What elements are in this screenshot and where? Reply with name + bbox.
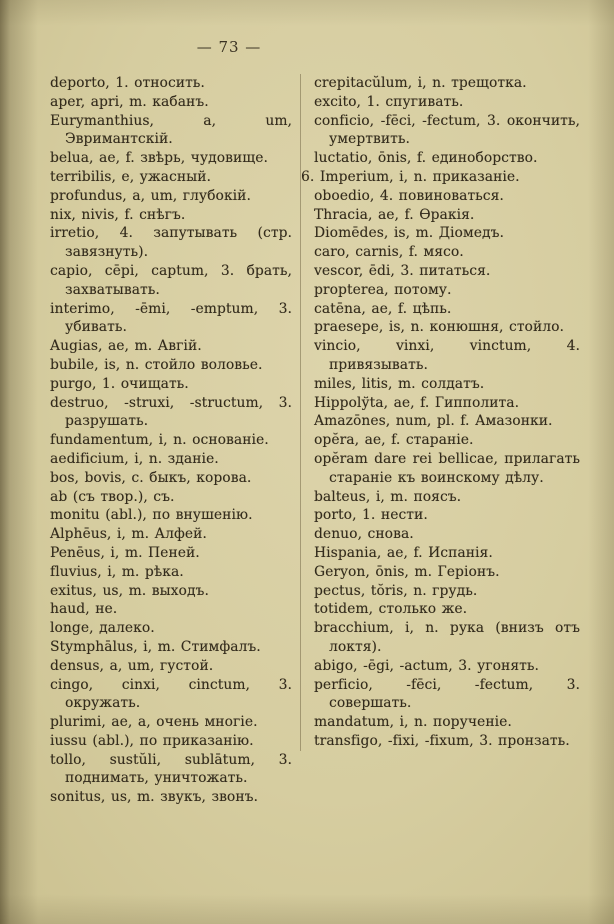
dictionary-entry: tollo, sustŭli, sublātum, 3. поднимать, уничтожать. — [50, 751, 292, 787]
dictionary-entry: Stymphālus, i, m. Стимфалъ. — [50, 638, 261, 655]
dictionary-entry: transfigo, -fixi, -fixum, 3. пронзать. — [314, 732, 570, 749]
dictionary-entry: porto, 1. нести. — [314, 507, 428, 524]
dictionary-entry: belua, ae, f. звѣрь, чудовище. — [50, 150, 268, 167]
dictionary-entry: Hispania, ae, f. Испанія. — [314, 544, 493, 561]
dictionary-entry: vincio, vinxi, vinctum, 4. привязывать. — [314, 338, 580, 373]
dictionary-entry: bos, bovis, c. быкъ, корова. — [50, 469, 252, 486]
dictionary-entry: deporto, 1. относить. — [50, 75, 205, 91]
dictionary-entry: Hippolўta, ae, f. Гипполита. — [314, 394, 520, 411]
text-columns — [50, 74, 580, 807]
dictionary-entry: Alphēus, i, m. Алфей. — [50, 526, 207, 543]
dictionary-entry: ab (съ твор.), съ. — [50, 488, 175, 505]
right-column — [300, 74, 580, 751]
left-column — [50, 74, 300, 807]
dictionary-entry: Geryon, ōnis, m. Геріонъ. — [314, 563, 500, 580]
dictionary-entry: caro, carnis, f. мясо. — [314, 244, 464, 261]
dictionary-entry: iussu (abl.), по приказанію. — [50, 732, 254, 749]
dictionary-entry: perficio, -fēci, -fectum, 3. совершать. — [314, 676, 580, 712]
dictionary-entry: destruo, -struxi, -structum, 3. разрушать. — [50, 394, 292, 430]
dictionary-entry: cingo, cinxi, cinctum, 3. окружать. — [50, 676, 292, 712]
dictionary-entry: Thracia, ae, f. Ѳракія. — [314, 206, 475, 223]
dictionary-entry: interimo, -ēmi, -emptum, 3. убивать. — [50, 300, 292, 336]
dictionary-entry: bubile, is, n. стойло воловье. — [50, 356, 263, 373]
page-number: — 73 — — [196, 38, 262, 56]
dictionary-entry: conficio, -fēci, -fectum, 3. окончить, умертвить. — [314, 112, 580, 148]
dictionary-entry: profundus, a, um, глубокій. — [50, 187, 251, 204]
dictionary-entry: sonitus, us, m. звукъ, звонъ. — [50, 789, 258, 806]
dictionary-entry: totidem, столько же. — [314, 601, 468, 618]
dictionary-entry: haud, не. — [50, 601, 118, 618]
dictionary-entry: opĕram dare rei bellicae, прилагать стараніе къ воинскому дѣлу. — [314, 450, 580, 486]
dictionary-entry: aedificium, i, n. зданіе. — [50, 450, 219, 467]
dictionary-entry: luctatio, ōnis, f. единоборство. — [314, 150, 538, 167]
dictionary-entry: Penēus, i, m. Пеней. — [50, 544, 200, 561]
dictionary-entry: bracchium, i, n. рука (внизъ отъ локтя). — [314, 620, 580, 655]
dictionary-entry: Amazōnes, num, pl. f. Амазонки. — [314, 413, 553, 430]
dictionary-entry: Eurymanthius, a, um, Эвримантскій. — [50, 112, 292, 148]
dictionary-entry: abigo, -ēgi, -actum, 3. угонять. — [314, 657, 539, 674]
dictionary-entry: longe, далеко. — [50, 620, 155, 637]
dictionary-entry: Diomēdes, is, m. Діомедъ. — [314, 225, 504, 242]
dictionary-entry: praesepe, is, n. конюшня, стойло. — [314, 319, 565, 336]
dictionary-entry: plurimi, ae, a, очень многіе. — [50, 714, 258, 731]
dictionary-entry: oboedio, 4. повиноваться. — [314, 187, 504, 204]
dictionary-entry: crepitacŭlum, i, n. трещотка. — [314, 75, 527, 91]
dictionary-entry: monitu (abl.), по внушенію. — [50, 507, 253, 524]
dictionary-entry: vescor, ēdi, 3. питаться. — [314, 262, 491, 279]
dictionary-entry: purgo, 1. очищать. — [50, 375, 189, 392]
dictionary-entry: fluvius, i, m. рѣка. — [50, 563, 184, 580]
dictionary-entry: pectus, tŏris, n. грудь. — [314, 582, 478, 599]
dictionary-entry: propterea, потому. — [314, 281, 452, 298]
dictionary-entry: excito, 1. спугивать. — [314, 93, 464, 110]
dictionary-entry: opĕra, ae, f. стараніе. — [314, 432, 474, 449]
dictionary-entry: irretio, 4. запутывать (стр. завязнуть). — [50, 225, 292, 261]
dictionary-entry: catēna, ae, f. цѣпь. — [314, 300, 452, 317]
dictionary-entry: Augias, ae, m. Авгій. — [50, 338, 202, 355]
dictionary-entry: exitus, us, m. выходъ. — [50, 582, 209, 599]
dictionary-entry: densus, a, um, густой. — [50, 657, 214, 674]
dictionary-entry: nix, nivis, f. снѣгъ. — [50, 206, 186, 223]
dictionary-entry: capio, cēpi, captum, 3. брать, захватывать. — [50, 262, 292, 298]
dictionary-entry: terribilis, e, ужасный. — [50, 168, 211, 185]
dictionary-entry: fundamentum, i, n. основаніе. — [50, 432, 269, 449]
dictionary-entry: mandatum, i, n. порученіе. — [314, 714, 512, 731]
dictionary-entry: denuo, снова. — [314, 526, 414, 543]
dictionary-entry: aper, apri, m. кабанъ. — [50, 93, 209, 110]
dictionary-entry: 6. Imperium, i, n. приказаніе. — [301, 168, 520, 185]
dictionary-entry: balteus, i, m. поясъ. — [314, 488, 462, 505]
dictionary-entry: miles, litis, m. солдатъ. — [314, 375, 485, 392]
